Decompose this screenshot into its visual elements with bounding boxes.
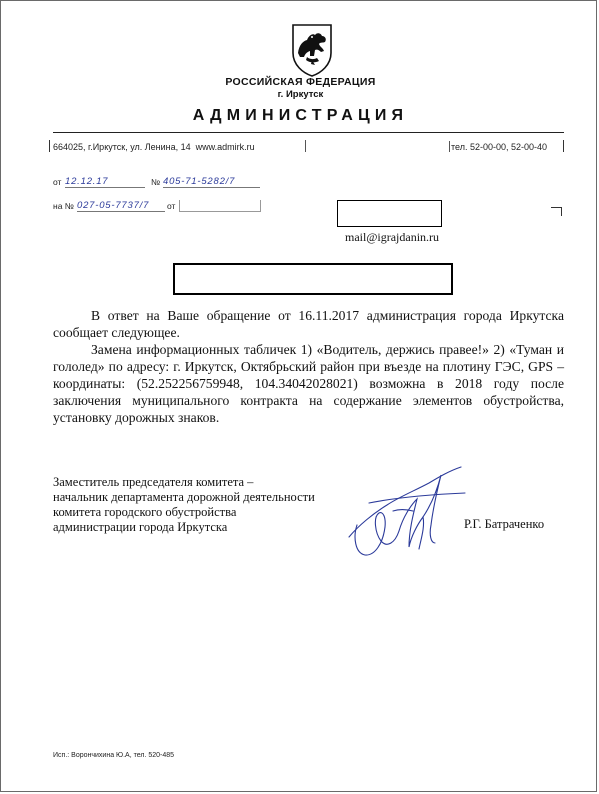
recipient-email: mail@igrajdanin.ru: [345, 230, 440, 244]
position-line-4: администрации города Иркутска: [53, 520, 228, 534]
signatory-position: [53, 475, 373, 535]
handwritten-signature-icon: [339, 455, 469, 565]
organization-phones: тел. 52-00-00, 52-00-40: [451, 142, 548, 152]
number-label: №: [151, 177, 161, 187]
reply-from-field: [179, 200, 261, 212]
number-field: 405-71-5282/7: [163, 176, 260, 188]
position-line-2: начальник департамента дорожной деятельности: [53, 490, 315, 504]
organization-title: АДМИНИСТРАЦИЯ: [192, 107, 409, 124]
position-line-1: Заместитель председателя комитета –: [53, 475, 254, 489]
reply-from-label: от: [167, 201, 176, 211]
redacted-salutation: [173, 263, 453, 295]
body-paragraph-1: В ответ на Ваше обращение от 16.11.2017 администрация города Иркутска сообщает следующее.: [53, 308, 564, 340]
header-divider: [53, 132, 564, 133]
date-label: от: [53, 177, 62, 187]
reply-label: на №: [53, 201, 74, 211]
address-bracket-middle: [305, 140, 309, 152]
recipient-corner-mark: [551, 207, 562, 216]
country-name: РОССИЙСКАЯ ФЕДЕРАЦИЯ: [225, 76, 376, 88]
irkutsk-coat-of-arms-icon: [289, 23, 335, 77]
redacted-recipient-name: [337, 200, 442, 227]
reply-number-field: 027-05-7737/7: [77, 200, 165, 212]
body-paragraph-2: Замена информационных табличек 1) «Водитель, держись правее!» 2) «Туман и гололед» по адресу: г. Иркутск, Октябрьский район при въезде на плотину ГЭС, GPS – координаты: (52.252256759948, 104.34042028021) возможна в 2018 году после заключения муниципального контракта на содержание элементов обустройства, установку дорожных знаков.: [53, 342, 564, 425]
position-line-3: комитета городского обустройства: [53, 505, 237, 519]
organization-address: 664025, г.Иркутск, ул. Ленина, 14 www.admirk.ru: [53, 142, 255, 152]
date-field: 12.12.17: [65, 176, 145, 188]
executor-note: Исп.: Ворончихина Ю.А, тел. 520-485: [53, 752, 175, 759]
address-bracket-end: [559, 140, 564, 152]
signatory-name: Р.Г. Батраченко: [464, 517, 545, 531]
city-name: г. Иркутск: [277, 89, 324, 100]
